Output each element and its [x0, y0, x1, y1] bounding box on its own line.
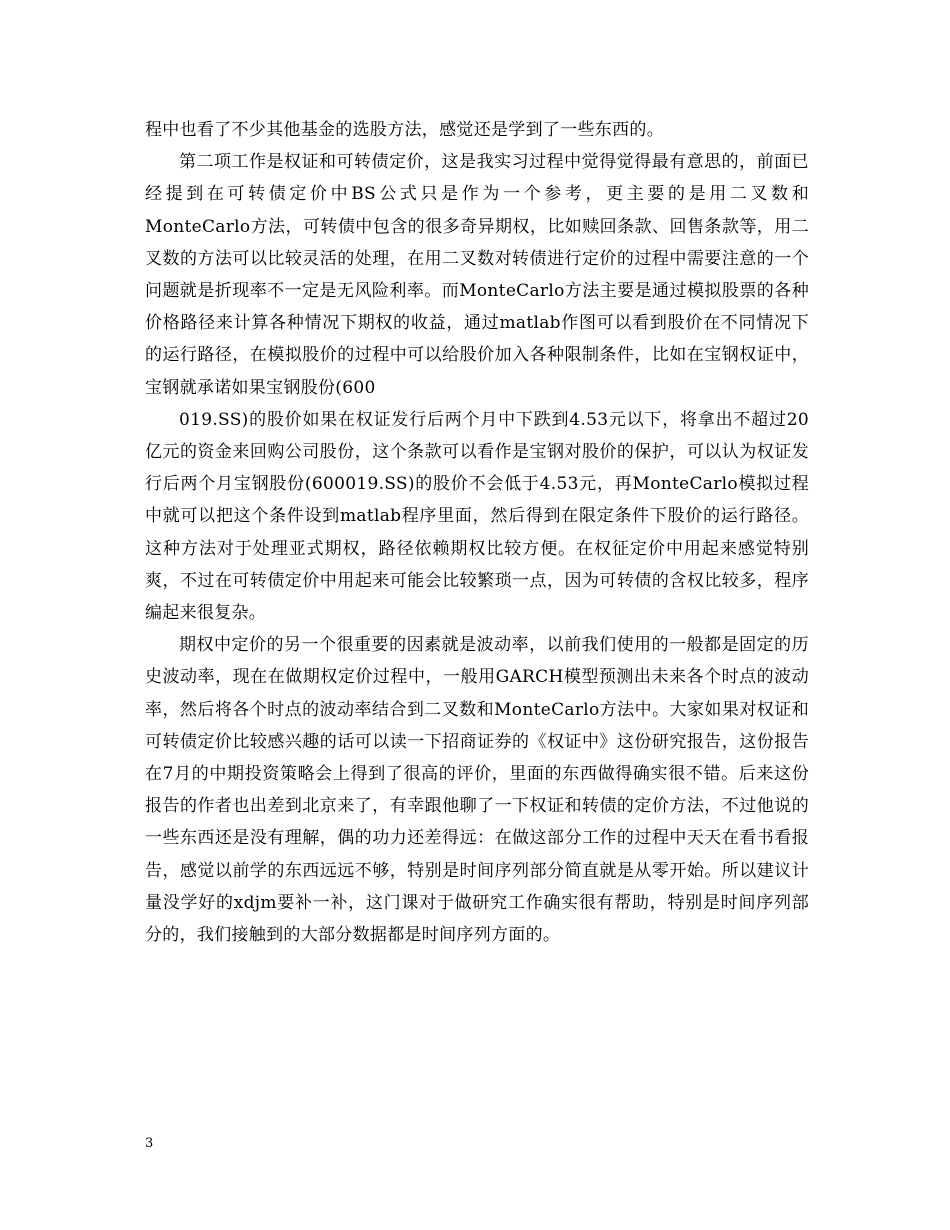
paragraph-continuation: 程中也看了不少其他基金的选股方法，感觉还是学到了一些东西的。: [145, 120, 664, 140]
paragraph-volatility: 期权中定价的另一个很重要的因素就是波动率，以前我们使用的一般都是固定的历史波动率，现在在做期权定价过程中，一般用GARCH模型预测出未来各个时点的波动率，然后将各个时点的波动率结合到二叉数和MonteCarlo方法中。大家如果对权证和可转债定价比较感兴趣的话可以读一下招商证券的《权证中》这份研究报告，这份报告在7月的中期投资策略会上得到了很高的评价，里面的东西做得确实很不错。后来这份报告的作者也出差到北京来了，有幸跟他聊了一下权证和转债的定价方法，不过他说的一些东西还是没有理解，偶的功力还差得远：在做这部分工作的过程中天天在看书看报告，感觉以前学的东西远远不够，特别是时间序列部分简直就是从零开始。所以建议计量没学好的xdjm要补一补，这门课对于做研究工作确实很有帮助，特别是时间序列部分的，我们接触到的大部分数据都是时间序列方面的。: [145, 635, 809, 946]
paragraph-warrant-pricing: 第二项工作是权证和可转债定价，这是我实习过程中觉得觉得最有意思的，前面已经提到在可转债定价中BS公式只是作为一个参考，更主要的是用二叉数和MonteCarlo方法，可转债中包含的很多奇异期权，比如赎回条款、回售条款等，用二叉数的方法可以比较灵活的处理，在用二叉数对转债进行定价的过程中需要注意的一个问题就是折现率不一定是无风险利率。而MonteCarlo方法主要是通过模拟股票的各种价格路径来计算各种情况下期权的收益，通过matlab作图可以看到股价在不同情况下的运行路径，在模拟股价的过程中可以给股价加入各种限制条件，比如在宝钢权证中，宝钢就承诺如果宝钢股份(600: [145, 152, 809, 398]
body-text: [145, 114, 809, 951]
paragraph-baosteel-example: 019.SS)的股价如果在权证发行后两个月中下跌到4.53元以下，将拿出不超过20亿元的资金来回购公司股份，这个条款可以看作是宝钢对股价的保护，可以认为权证发行后两个月宝钢股份(600019.SS)的股价不会低于4.53元，再MonteCarlo模拟过程中就可以把这个条件设到matlab程序里面，然后得到在限定条件下股价的运行路径。这种方法对于处理亚式期权，路径依赖期权比较方便。在权征定价中用起来感觉特别爽，不过在可转债定价中用起来可能会比较繁琐一点，因为可转债的含权比较多，程序编起来很复杂。: [145, 409, 809, 624]
page-number: 3: [145, 1136, 154, 1151]
